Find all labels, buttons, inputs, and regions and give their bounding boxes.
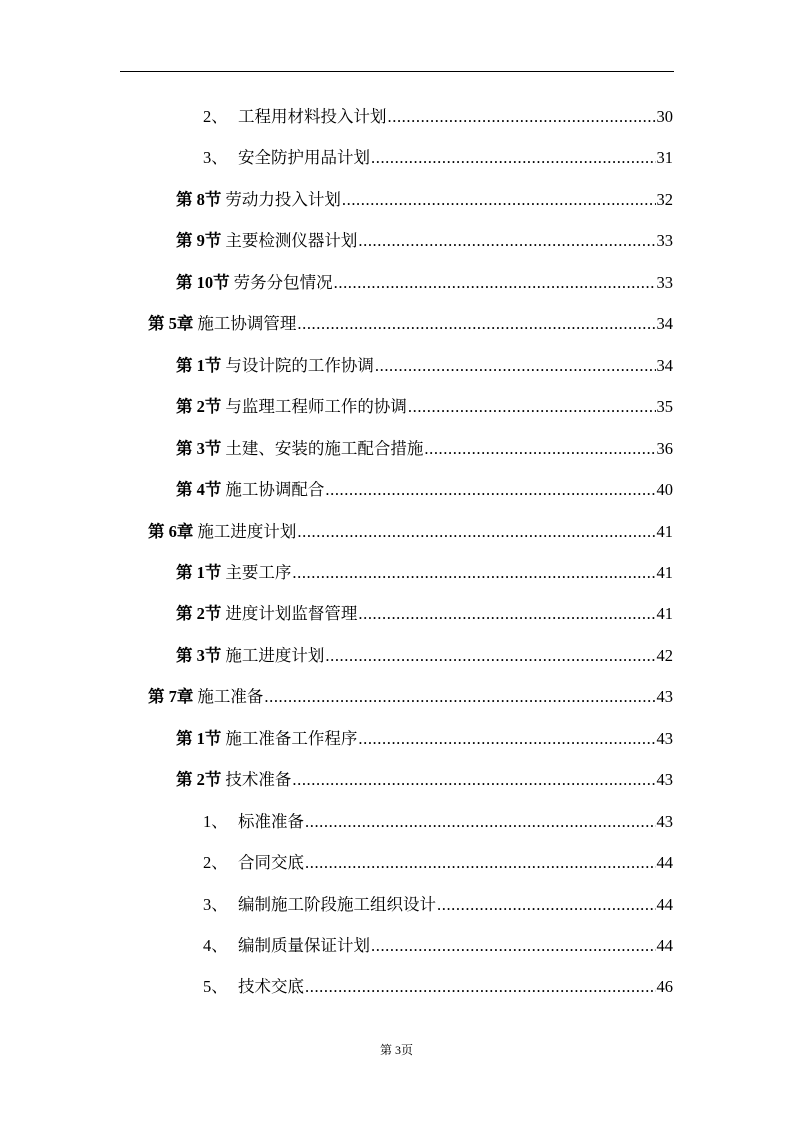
dot-leader [305, 975, 656, 999]
toc-entry-page-number: 31 [656, 148, 673, 168]
toc-entry-title: 主要检测仪器计划 [225, 231, 358, 251]
toc-entry-number: 第 9节 [176, 231, 222, 251]
dot-leader [437, 893, 656, 917]
toc-entry-title: 劳务分包情况 [233, 272, 333, 292]
toc-entry-title: 进度计划监督管理 [225, 604, 358, 624]
toc-entry-title: 技术准备 [225, 770, 292, 790]
toc-entry-number: 第 8节 [176, 189, 222, 209]
toc-section-entry[interactable] [176, 437, 673, 461]
toc-entry-title: 施工准备工作程序 [225, 728, 358, 748]
toc-section-entry[interactable] [176, 768, 673, 792]
toc-section-entry[interactable] [176, 478, 673, 502]
toc-entry-page-number: 41 [656, 604, 673, 624]
toc-entry-page-number: 33 [656, 231, 673, 251]
dot-leader [371, 146, 656, 170]
toc-entry-number: 第 1节 [176, 728, 222, 748]
toc-entry-number: 第 2节 [176, 397, 222, 417]
toc-section-entry[interactable] [176, 229, 673, 253]
toc-entry-page-number: 32 [656, 189, 673, 209]
toc-entry-title: 施工协调管理 [197, 314, 297, 334]
dot-leader [375, 354, 656, 378]
toc-entry-page-number: 40 [656, 480, 673, 500]
toc-entry-title: 主要工序 [225, 562, 292, 582]
dot-leader [358, 229, 655, 253]
dot-leader [424, 437, 655, 461]
toc-entry-page-number: 35 [656, 397, 673, 417]
toc-entry-title: 安全防护用品计划 [238, 148, 370, 168]
toc-entry-number: 1、 [203, 811, 228, 831]
toc-entry-title: 编制施工阶段施工组织设计 [238, 894, 436, 914]
toc-entry-page-number: 41 [656, 562, 673, 582]
dot-leader [292, 768, 655, 792]
toc-entry-page-number: 44 [656, 894, 673, 914]
toc-entry-number: 第 4节 [176, 480, 222, 500]
toc-entry-title: 编制质量保证计划 [238, 936, 370, 955]
toc-entry-number: 2、 [203, 107, 228, 126]
dot-leader [297, 520, 655, 544]
toc-entry-title: 土建、安装的施工配合措施 [225, 438, 424, 458]
toc-item-entry[interactable] [203, 851, 673, 875]
toc-entry-page-number: 36 [656, 438, 673, 458]
toc-item-entry[interactable] [203, 893, 673, 917]
toc-entry-title: 技术交底 [238, 977, 304, 997]
toc-entry-page-number: 43 [656, 811, 673, 831]
toc-entry-page-number: 43 [656, 728, 673, 748]
toc-entry-page-number: 41 [656, 521, 673, 541]
toc-entry-number: 4、 [203, 936, 228, 955]
toc-entry-title: 与设计院的工作协调 [225, 355, 374, 375]
toc-item-entry[interactable] [203, 146, 673, 170]
toc-entry-number: 第 3节 [176, 438, 222, 458]
dot-leader [305, 851, 656, 875]
toc-entry-number: 第 2节 [176, 604, 222, 624]
toc-entry-number: 第 7章 [148, 687, 194, 707]
toc-section-entry[interactable] [176, 188, 673, 212]
header-rule [120, 71, 674, 72]
toc-section-entry[interactable] [176, 354, 673, 378]
toc-entry-title: 施工准备 [197, 687, 264, 707]
toc-entry-number: 第 5章 [148, 314, 194, 334]
toc-section-entry[interactable] [176, 644, 673, 668]
page-footer: 第 3页 [379, 1043, 413, 1057]
toc-entry-number: 2、 [203, 853, 228, 873]
toc-entry-title: 施工进度计划 [197, 521, 297, 541]
dot-leader [305, 810, 656, 834]
toc-entry-page-number: 42 [656, 645, 673, 665]
toc-section-entry[interactable] [176, 395, 673, 419]
toc-entry-number: 第 1节 [176, 355, 222, 375]
toc-item-entry[interactable] [203, 105, 673, 129]
dot-leader [264, 685, 655, 709]
toc-chapter-entry[interactable] [148, 520, 673, 544]
toc-entry-number: 第 3节 [176, 645, 222, 665]
dot-leader [388, 105, 656, 129]
dot-leader [358, 602, 655, 626]
dot-leader [342, 188, 656, 212]
toc-entry-page-number: 34 [656, 314, 673, 334]
dot-leader [334, 271, 656, 295]
toc-entry-title: 施工进度计划 [225, 645, 325, 665]
toc-entry-title: 合同交底 [238, 853, 304, 873]
toc-entry-title: 施工协调配合 [225, 480, 325, 500]
toc-entry-title: 与监理工程师工作的协调 [225, 397, 407, 417]
toc-entry-page-number: 30 [656, 107, 673, 126]
toc-section-entry[interactable] [176, 727, 673, 751]
toc-entry-page-number: 43 [656, 770, 673, 790]
toc-item-entry[interactable] [203, 934, 673, 958]
dot-leader [292, 561, 655, 585]
toc-entry-title: 标准准备 [238, 811, 304, 831]
dot-leader [325, 644, 655, 668]
toc-entry-page-number: 33 [656, 272, 673, 292]
toc-chapter-entry[interactable] [148, 312, 673, 336]
toc-entry-page-number: 46 [656, 977, 673, 997]
toc-item-entry[interactable] [203, 810, 673, 834]
toc-section-entry[interactable] [176, 602, 673, 626]
toc-entry-page-number: 34 [656, 355, 673, 375]
toc-entry-number: 第 2节 [176, 770, 222, 790]
dot-leader [358, 727, 655, 751]
toc-entry-number: 3、 [203, 894, 228, 914]
toc-entry-number: 5、 [203, 977, 228, 997]
dot-leader [297, 312, 655, 336]
dot-leader [371, 934, 656, 958]
toc-section-entry[interactable] [176, 561, 673, 585]
toc-entry-page-number: 44 [656, 853, 673, 873]
toc-entry-title: 工程用材料投入计划 [238, 107, 387, 126]
dot-leader [325, 478, 655, 502]
toc-entry-title: 劳动力投入计划 [225, 189, 341, 209]
dot-leader [408, 395, 656, 419]
toc-section-entry[interactable] [176, 271, 673, 295]
toc-entry-page-number: 43 [656, 687, 673, 707]
toc-entry-number: 第 6章 [148, 521, 194, 541]
toc-item-entry[interactable] [203, 975, 673, 999]
toc-entry-page-number: 44 [656, 936, 673, 955]
toc-entry-number: 第 1节 [176, 562, 222, 582]
toc-chapter-entry[interactable] [148, 685, 673, 709]
toc-entry-number: 第 10节 [176, 272, 230, 292]
toc-entry-number: 3、 [203, 148, 228, 168]
